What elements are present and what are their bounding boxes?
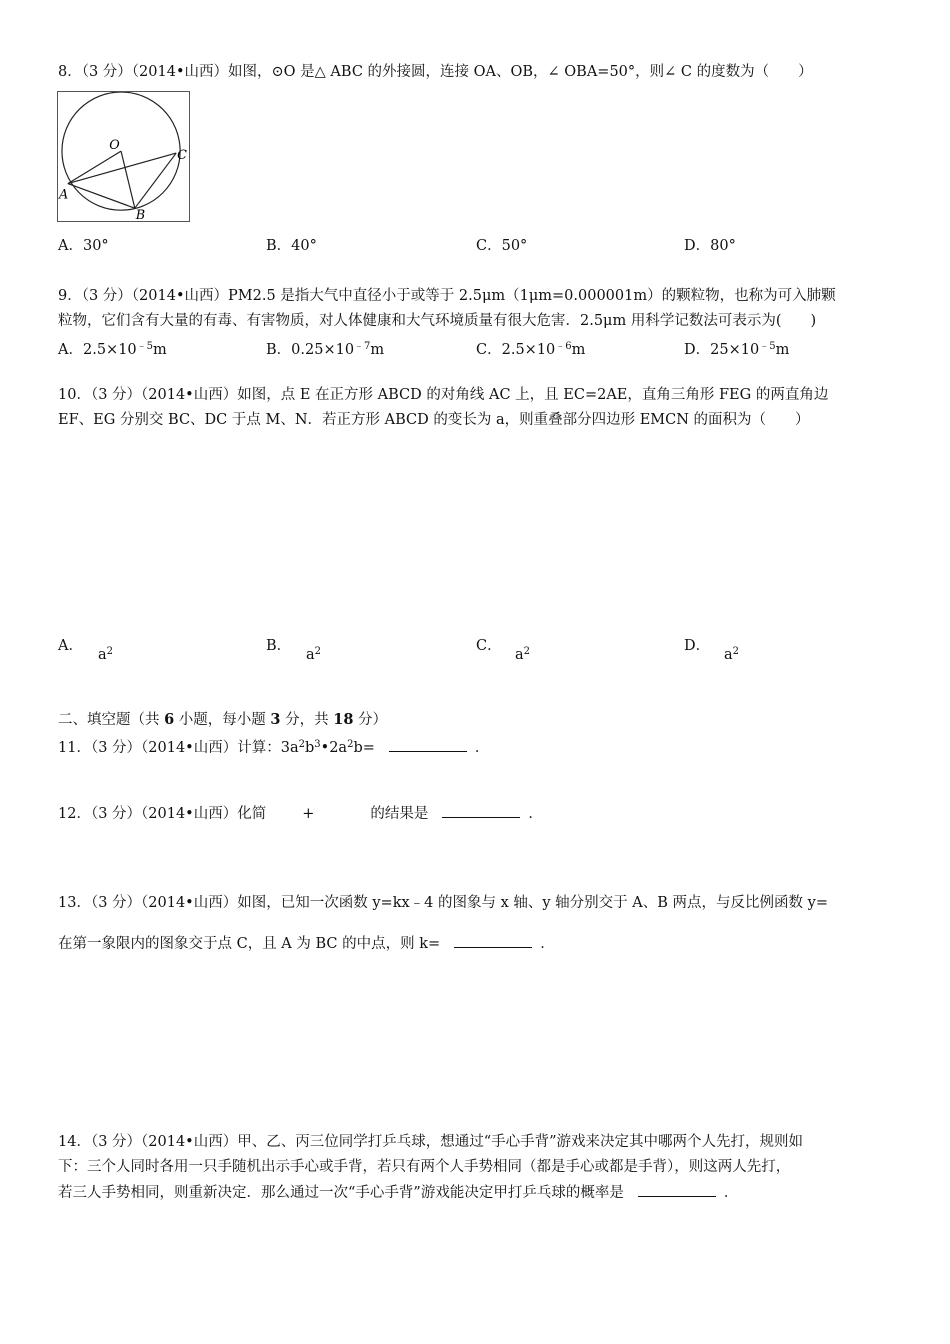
var: a bbox=[515, 647, 524, 663]
section-post: 分） bbox=[353, 712, 388, 728]
exp: 2 bbox=[732, 646, 740, 657]
segment-bc bbox=[135, 153, 176, 208]
q14-line1: 14．（3 分）（2014•山西）甲、乙、丙三位同学打乒乓球，想通过“手心手背”游戏来决定其中哪两个人先打，规则如 bbox=[58, 1134, 804, 1150]
option-unit: m bbox=[775, 342, 790, 358]
q11-b: b bbox=[304, 740, 315, 756]
q9-line2: 粒物，它们含有大量的有毒、有害物质，对人体健康和大气环境质量有很大危害．2.5μm 用科学记数法可表示为( ) bbox=[58, 313, 817, 329]
var: a bbox=[98, 647, 107, 663]
option-base: 2.5×10 bbox=[82, 342, 137, 358]
q8-option-c: C．50° bbox=[476, 238, 528, 254]
section-points: 3 bbox=[270, 711, 281, 728]
q14-line3 bbox=[58, 1182, 738, 1203]
q8-circle-figure bbox=[57, 91, 190, 222]
section-count: 6 bbox=[164, 711, 175, 728]
q11-exp2: 3 bbox=[314, 739, 321, 750]
q12-answer-blank[interactable] bbox=[442, 803, 520, 818]
option-base: 0.25×10 bbox=[291, 342, 355, 358]
option-exponent: ﹣5 bbox=[136, 341, 154, 352]
q12-pre: 12．（3 分）（2014•山西）化简 bbox=[58, 806, 267, 822]
q10-option-d-value bbox=[724, 646, 739, 663]
q8-option-b: B．40° bbox=[266, 238, 317, 254]
option-label: D． bbox=[684, 342, 711, 358]
q9-option-c bbox=[476, 337, 585, 360]
q11-answer-blank[interactable] bbox=[389, 737, 467, 752]
var: a bbox=[724, 647, 733, 663]
q12-mid: 的结果是 bbox=[370, 806, 429, 822]
q10-line1: 10．（3 分）（2014•山西）如图，点 E 在正方形 ABCD 的对角线 AC 上，且 EC=2AE，直角三角形 FEG 的两直角边 bbox=[58, 387, 829, 403]
q9-option-a bbox=[58, 337, 167, 360]
section-pre: 二、填空题（共 bbox=[58, 712, 165, 728]
q11-tail: b= bbox=[353, 740, 375, 756]
q9-option-b bbox=[266, 337, 384, 360]
q13-line2-text: 在第一象限内的图象交于点 C，且 A 为 BC 的中点，则 k= bbox=[58, 936, 441, 952]
q10-line2: EF、EG 分别交 BC、DC 于点 M、N．若正方形 ABCD 的变长为 a，则重叠部分四边形 EMCN 的面积为（ ） bbox=[58, 412, 810, 428]
option-unit: m bbox=[571, 342, 586, 358]
segment-ab bbox=[68, 184, 135, 209]
section2-header bbox=[58, 710, 387, 730]
q8-option-a: A．30° bbox=[58, 238, 109, 254]
q14-end: ． bbox=[723, 1185, 739, 1201]
q14-line2: 下：三个人同时各用一只手随机出示手心或手背，若只有两个人手势相同（都是手心或都是手背），则这两人先打， bbox=[58, 1159, 791, 1175]
option-exponent: ﹣5 bbox=[759, 341, 776, 352]
q13-end: ． bbox=[540, 936, 555, 952]
q12-end: ． bbox=[528, 806, 543, 822]
exp: 2 bbox=[106, 646, 114, 657]
segment-ob bbox=[121, 151, 135, 208]
var: a bbox=[306, 647, 315, 663]
q9-line1: 9．（3 分）（2014•山西）PM2.5 是指大气中直径小于或等于 2.5μm（1μm=0.000001m）的颗粒物，也称为可入肺颗 bbox=[58, 288, 836, 304]
option-unit: m bbox=[153, 342, 167, 358]
option-base: 2.5×10 bbox=[501, 342, 556, 358]
circle-diagram bbox=[58, 92, 189, 221]
q10-option-d-label: D． bbox=[684, 638, 711, 654]
q11-exp1: 2 bbox=[298, 739, 305, 750]
q10-option-c-value bbox=[515, 646, 530, 663]
q12-plus: + bbox=[302, 806, 315, 822]
q13-line2 bbox=[58, 933, 555, 954]
q10-option-b-value bbox=[306, 646, 321, 663]
q14-line3-text: 若三人手势相同，则重新决定．那么通过一次“手心手背”游戏能决定甲打乒乓球的概率是 bbox=[58, 1185, 624, 1201]
q10-option-a-label: A． bbox=[58, 638, 83, 654]
section-mid2: 分，共 bbox=[280, 712, 334, 728]
q10-option-b-label: B． bbox=[266, 638, 292, 654]
label-o: O bbox=[109, 138, 120, 154]
q13-answer-blank[interactable] bbox=[454, 933, 532, 948]
label-b: B bbox=[135, 208, 146, 221]
q11 bbox=[58, 735, 489, 758]
q11-exp3: 2 bbox=[347, 739, 354, 750]
label-c: C bbox=[177, 147, 187, 163]
segment-oa bbox=[68, 151, 121, 183]
exp: 2 bbox=[314, 646, 322, 657]
q11-end: ． bbox=[474, 740, 490, 756]
option-label: A． bbox=[58, 342, 83, 358]
section-mid1: 小题，每小题 bbox=[174, 712, 271, 728]
q10-option-c-label: C． bbox=[476, 638, 502, 654]
option-exponent: ﹣6 bbox=[555, 341, 572, 352]
section-total: 18 bbox=[333, 711, 354, 728]
q12 bbox=[58, 803, 543, 824]
q9-option-d bbox=[684, 337, 789, 360]
q8-stem: 8．（3 分）（2014•山西）如图，⊙O 是△ ABC 的外接圆，连接 OA、OB，∠ OBA=50°，则∠ C 的度数为（ ） bbox=[58, 64, 813, 80]
option-label: B． bbox=[266, 342, 292, 358]
option-base: 25×10 bbox=[710, 342, 760, 358]
exp: 2 bbox=[523, 646, 531, 657]
q14-answer-blank[interactable] bbox=[638, 1182, 716, 1197]
q8-option-d: D．80° bbox=[684, 238, 736, 254]
q11-pre: 11．（3 分）（2014•山西）计算：3a bbox=[58, 740, 299, 756]
q11-dot: •2a bbox=[320, 740, 348, 756]
option-label: C． bbox=[476, 342, 502, 358]
label-a: A bbox=[59, 187, 69, 203]
q10-option-a-value bbox=[98, 646, 113, 663]
option-unit: m bbox=[370, 342, 385, 358]
option-exponent: ﹣7 bbox=[354, 341, 371, 352]
q13-line1: 13．（3 分）（2014•山西）如图，已知一次函数 y=kx﹣4 的图象与 x 轴、y 轴分别交于 A、B 两点，与反比例函数 y= bbox=[58, 895, 828, 911]
